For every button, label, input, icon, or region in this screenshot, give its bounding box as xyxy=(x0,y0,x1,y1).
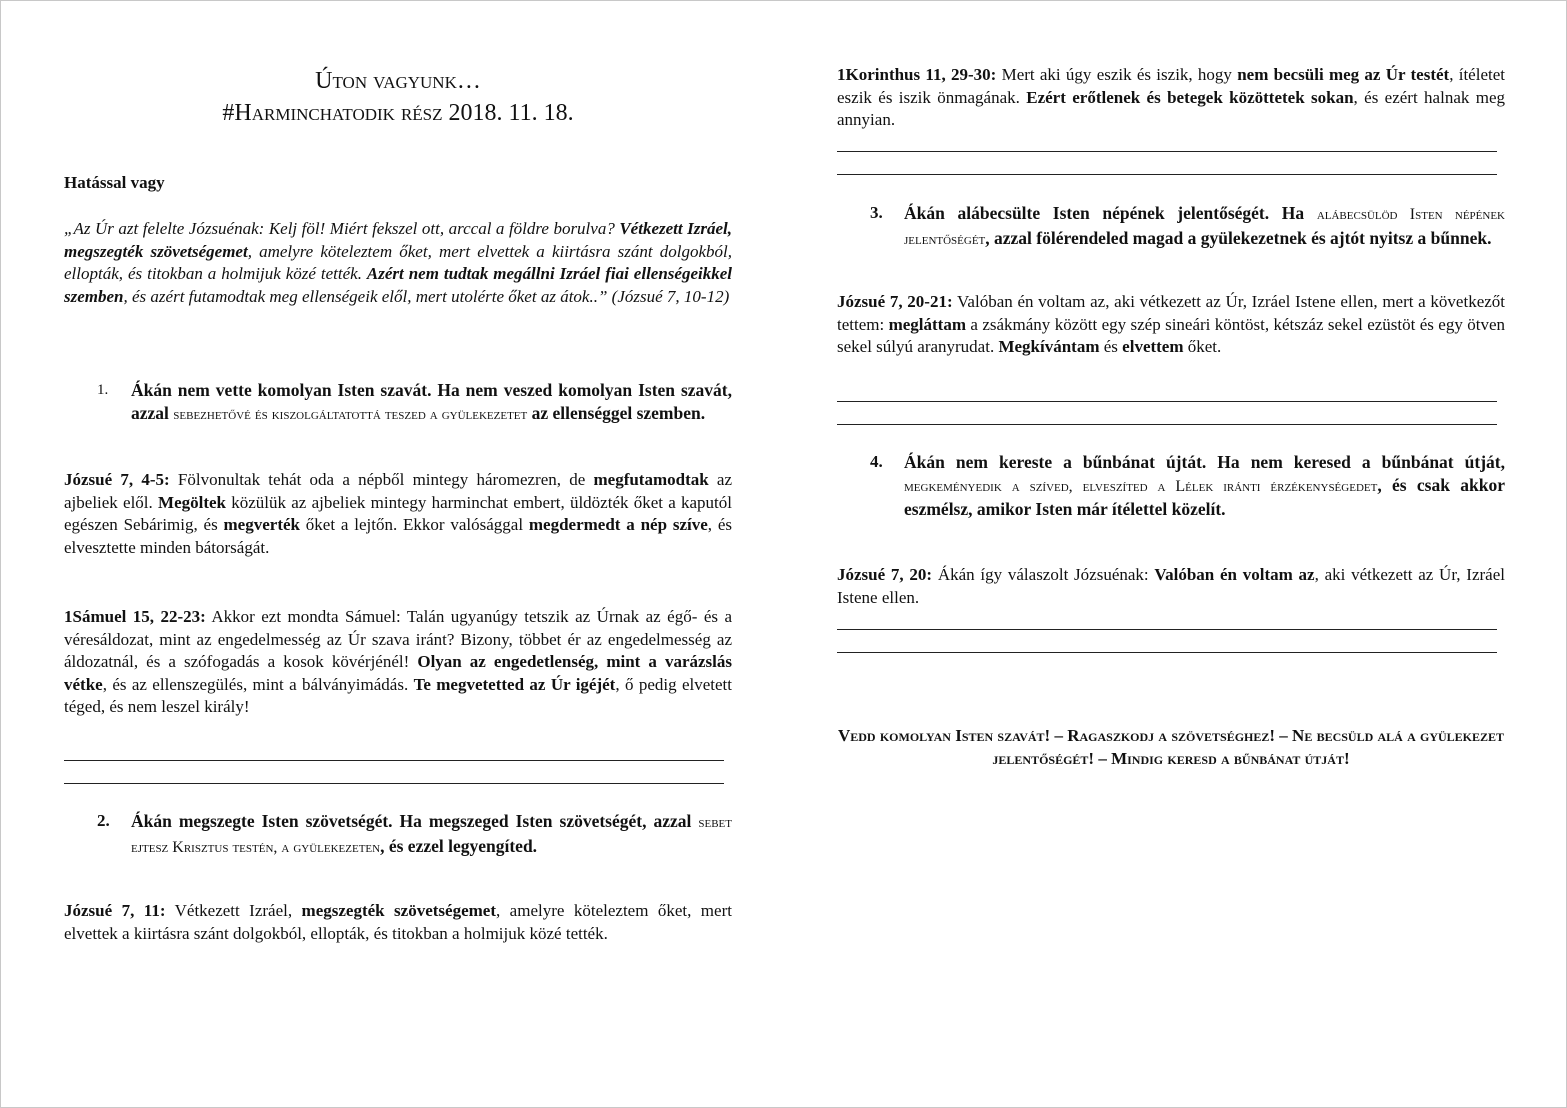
quote-text: „Az Úr azt felelte Józsuénak: Kelj föl! Miért fekszel ott, arccal a földre borulva? xyxy=(64,219,620,238)
quote-bold: Vétkezett Izráel, megszegték szövetségemet xyxy=(64,219,732,261)
verse-jozsue-7-20-21 xyxy=(837,291,1505,359)
verse-bold: Olyan az engedetlenség, mint a varázslás vétke xyxy=(64,652,732,694)
note-line xyxy=(837,151,1497,152)
verse-text: Valóban én voltam az, aki vétkezett az Úr, Izráel Istene ellen, mert a következőt tettem: xyxy=(837,292,1506,334)
verse-jozsue-7-20 xyxy=(837,564,1505,609)
closing-summary: Vedd komolyan Isten szavát! – Ragaszkodj a szövetséghez! – Ne becsüld alá a gyülekezet jelentőségét! – Mindig keresd a bűnbánat útját! xyxy=(837,726,1505,768)
point-text: Ákán nem vette komolyan Isten szavát. Ha nem veszed komolyan Isten szavát, azzal xyxy=(131,380,732,423)
point-text: Ákán megszegte Isten szövetségét. Ha megszeged Isten szövetségét, azzal xyxy=(131,811,699,831)
point-text: Ákán alábecsülte Isten népének jelentőségét. Ha xyxy=(904,203,1317,223)
note-line xyxy=(64,760,724,761)
point-smallcaps: sebezhetővé és kiszolgáltatottá teszed a gyülekezetet xyxy=(173,405,528,423)
verse-bold: Megöltek xyxy=(158,492,227,512)
point-text: , és ezzel legyengíted. xyxy=(380,835,538,856)
document-subtitle: #Harminchatodik rész 2018. 11. 18. xyxy=(222,100,574,126)
verse-text: Vétkezett Izráel, xyxy=(165,901,302,920)
section-heading: Hatással vagy xyxy=(64,173,165,192)
opening-quote xyxy=(64,218,732,308)
quote-text: , és azért futamodtak meg ellenségeik elől, mert utolérte őket az átok..” (Józsué 7, 10-12) xyxy=(123,286,730,306)
verse-bold: megláttam xyxy=(888,314,967,334)
point-text: Ákán nem kereste a bűnbánat újtát. Ha nem keresed a bűnbánat útját, xyxy=(904,452,1505,472)
verse-bold: megdermedt a nép szíve xyxy=(528,515,708,535)
point-3 xyxy=(870,202,1506,251)
point-number: 1. xyxy=(97,382,109,398)
quote-text: , amelyre köteleztem őket, mert elvettek a kiirtásra szánt dolgokból, ellopták, és titokban a holmijuk közé tették. xyxy=(64,241,732,284)
point-number: 2. xyxy=(97,811,110,830)
point-4 xyxy=(870,451,1505,521)
verse-1korinthus-11-29-30 xyxy=(837,64,1505,132)
point-smallcaps: sebet ejtesz Krisztus testén, a gyülekezeten xyxy=(131,814,732,856)
verse-text: és xyxy=(1099,337,1123,357)
note-line xyxy=(837,174,1497,175)
verse-text: őket. xyxy=(1183,337,1222,357)
verse-bold: Megkívántam xyxy=(998,337,1100,357)
verse-text: , ítéletet eszik és iszik önmagának. xyxy=(837,65,1505,107)
note-line xyxy=(837,424,1497,425)
note-line xyxy=(837,629,1497,630)
verse-text: , amelyre köteleztem őket, mert elvettek a kiirtásra szánt dolgokból, ellopták, és titokban a holmijuk közé tették. xyxy=(64,901,732,943)
verse-text: , és elvesztette minden bátorságát. xyxy=(64,515,732,557)
verse-bold: Valóban én voltam az xyxy=(1154,565,1315,584)
quote-bold: Azért nem tudtak megállni Izráel fiai ellenségeikkel szemben xyxy=(64,264,732,306)
verse-bold: Ezért erőtlenek és betegek közöttetek sokan xyxy=(1026,87,1354,107)
verse-bold: megfutamodtak xyxy=(593,470,709,489)
point-smallcaps: megkeményedik a szíved, elveszíted a Lélek iránti érzékenységedet xyxy=(904,477,1378,495)
verse-text: Ákán így válaszolt Józsuénak: xyxy=(932,565,1155,584)
point-number: 3. xyxy=(870,203,883,222)
verse-reference: Józsué 7, 20: xyxy=(837,565,933,584)
verse-1samuel-15-22-23 xyxy=(64,606,732,719)
verse-jozsue-7-4-5 xyxy=(64,469,732,559)
verse-text: Akkor ezt mondta Sámuel: Talán ugyanúgy tetszik az Úrnak az égő- és a véresáldozat, mint az engedelmesség az Úr szava iránt? Bizony, többet ér az engedelmesség az áldozatnál, és a szófogadás a kosok kövérjénél! xyxy=(64,607,732,672)
verse-jozsue-7-11 xyxy=(64,900,732,945)
verse-text: a zsákmány között egy szép sineári köntöst, kétszáz sekel ezüstöt és egy ötven sekel súlyú aranyrudat. xyxy=(837,314,1505,357)
verse-text: , aki vétkezett az Úr, Izráel Istene ellen. xyxy=(837,565,1505,607)
verse-text: , és az ellenszegülés, mint a bálványimádás. xyxy=(102,674,414,694)
verse-reference: Józsué 7, 11: xyxy=(64,901,166,920)
point-number: 4. xyxy=(870,452,883,471)
verse-bold: Te megvetetted az Úr igéjét xyxy=(413,674,616,694)
point-1 xyxy=(97,379,732,426)
verse-text: , és ezért halnak meg annyian. xyxy=(837,87,1505,130)
point-smallcaps: alábecsülöd Isten népének jelentőségét xyxy=(904,206,1506,248)
verse-reference: Józsué 7, 4-5: xyxy=(64,470,170,489)
verse-bold: nem becsüli meg az Úr testét xyxy=(1237,65,1450,84)
verse-reference: 1Korinthus 11, 29-30: xyxy=(837,65,997,84)
point-text: az ellenséggel szemben. xyxy=(527,402,706,423)
verse-bold: megszegték szövetségemet xyxy=(301,901,496,920)
verse-text: az ajbeliek elől. xyxy=(64,470,733,512)
verse-text: közülük az ajbeliek mintegy harminchat embert, üldözték őket a kaputól egészen Sebárimig, és xyxy=(64,492,732,535)
verse-text: őket a lejtőn. Ekkor valósággal xyxy=(299,515,529,535)
verse-text: Mert aki úgy eszik és iszik, hogy xyxy=(996,65,1238,84)
verse-reference: Józsué 7, 20-21: xyxy=(837,292,953,311)
note-line xyxy=(64,783,724,784)
note-line xyxy=(837,652,1497,653)
point-text: , és csak akkor eszmélsz, amikor Isten már ítélettel közelít. xyxy=(904,474,1505,520)
document-title: Úton vagyunk… xyxy=(315,68,481,94)
point-text: , azzal fölérendeled magad a gyülekezetnek és ajtót nyitsz a bűnnek. xyxy=(985,227,1492,248)
verse-bold: megverték xyxy=(223,515,300,535)
note-line xyxy=(837,401,1497,402)
verse-text: Fölvonultak tehát oda a népből mintegy háromezren, de xyxy=(169,470,594,489)
verse-reference: 1Sámuel 15, 22-23: xyxy=(64,607,206,626)
verse-text: , ő pedig elvetett téged, és nem leszel király! xyxy=(64,674,732,717)
verse-bold: elvettem xyxy=(1122,337,1184,357)
point-2 xyxy=(97,810,732,859)
